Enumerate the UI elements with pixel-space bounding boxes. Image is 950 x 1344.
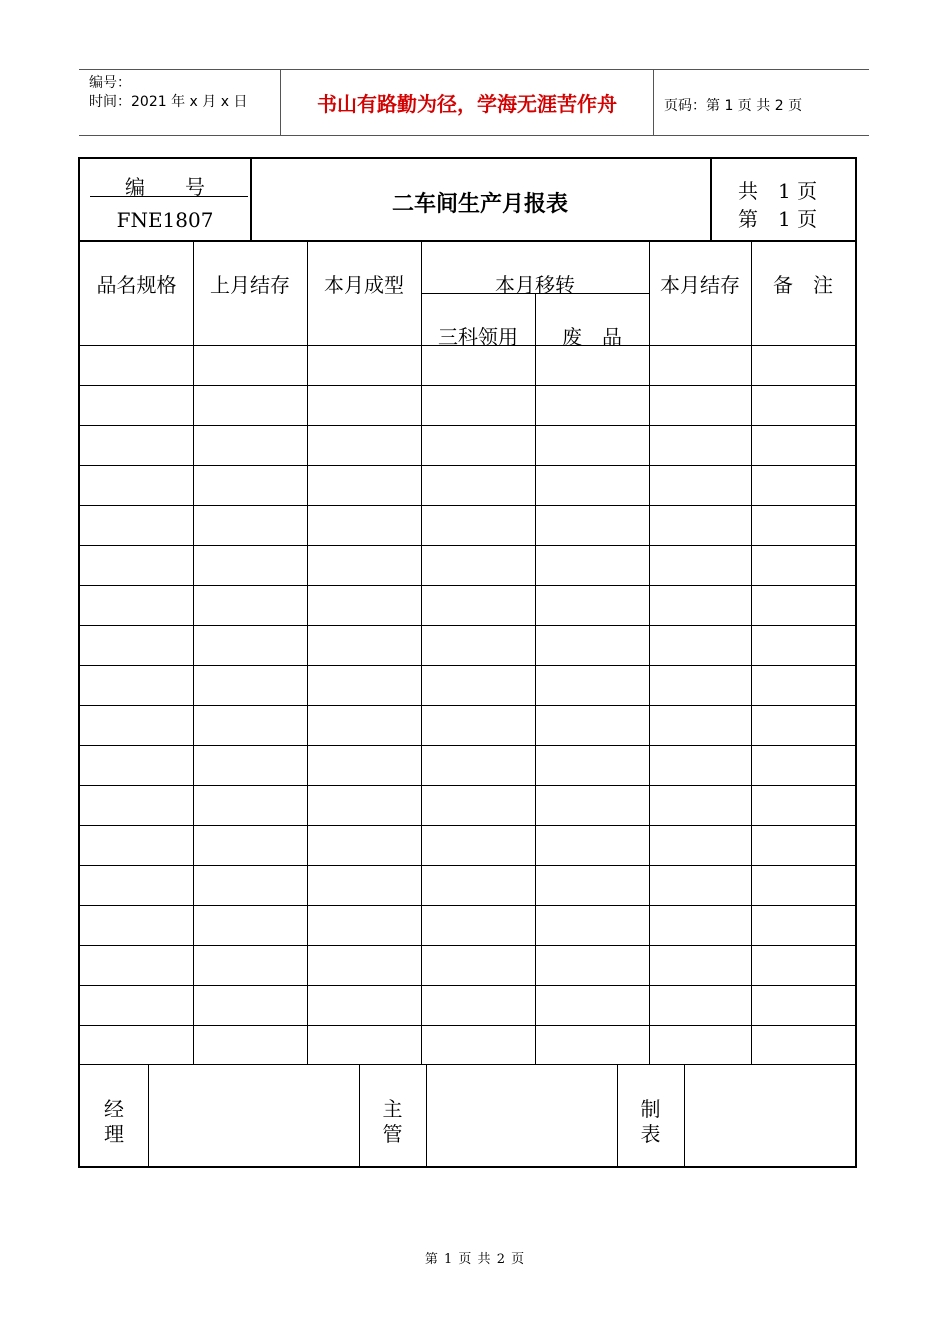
grid-hline	[80, 1064, 855, 1065]
header-time-label: 时间：2021 年 x 月 x 日	[89, 94, 248, 110]
grid-hline	[80, 785, 855, 786]
header-bottom-rule	[79, 135, 869, 136]
grid-hline	[80, 705, 855, 706]
header-motto: 书山有路勤为径，学海无涯苦作舟	[317, 92, 617, 116]
form-code-value: FNE1807	[116, 208, 214, 232]
grid-hline	[80, 385, 855, 386]
col-remarks: 备 注	[773, 273, 833, 297]
grid-hline	[80, 745, 855, 746]
title-block-bottom	[80, 240, 855, 242]
col-transfer-issued: 三科领用	[438, 325, 518, 349]
sig-supervisor-char: 管	[382, 1122, 403, 1146]
sig-supervisor-char: 主	[382, 1097, 403, 1121]
col-transfer-scrap: 废 品	[562, 325, 622, 349]
sig-vline	[684, 1064, 685, 1168]
sig-manager-char: 理	[104, 1122, 124, 1146]
grid-vline	[751, 240, 752, 1064]
col-name-spec: 品名规格	[96, 273, 177, 297]
sig-manager-char: 经	[104, 1097, 124, 1121]
grid-hline	[80, 665, 855, 666]
sig-prepared-by-char: 表	[640, 1122, 661, 1146]
grid-vline	[193, 240, 194, 1064]
form-title: 二车间生产月报表	[391, 191, 568, 217]
grid-hline	[80, 625, 855, 626]
header-code-label: 编号：	[89, 75, 131, 91]
grid-vline	[421, 240, 422, 1064]
grid-hline	[80, 505, 855, 506]
col-this-month-formed: 本月成型	[324, 273, 404, 297]
col-last-month-stock: 上月结存	[210, 273, 290, 297]
header-page-info: 页码：第 1 页 共 2 页	[664, 98, 803, 114]
header-divider	[653, 69, 654, 135]
header-top-rule	[79, 69, 869, 70]
grid-vline	[649, 240, 650, 1064]
total-pages: 共 1 页	[738, 179, 818, 203]
grid-hline	[80, 905, 855, 906]
grid-hline	[80, 585, 855, 586]
grid-hline	[80, 985, 855, 986]
grid-hline	[80, 425, 855, 426]
grid-vline	[307, 240, 308, 1064]
production-report-form	[78, 157, 857, 1168]
current-page: 第 1 页	[738, 207, 818, 231]
sig-vline	[426, 1064, 427, 1168]
grid-vline	[535, 293, 536, 1064]
grid-hline	[80, 1025, 855, 1026]
col-this-month-transfer: 本月移转	[495, 273, 575, 297]
page-footer: 第 1 页 共 2 页	[424, 1252, 526, 1267]
col-this-month-stock: 本月结存	[660, 273, 740, 297]
grid-hline	[80, 345, 855, 346]
grid-hline	[80, 465, 855, 466]
title-divider-right	[710, 159, 712, 241]
grid-hline	[80, 545, 855, 546]
grid-hline	[80, 865, 855, 866]
form-code-label: 编 号	[125, 175, 205, 199]
grid-hline	[80, 825, 855, 826]
sig-vline	[148, 1064, 149, 1168]
grid-hline	[80, 945, 855, 946]
sig-prepared-by-char: 制	[640, 1097, 661, 1121]
